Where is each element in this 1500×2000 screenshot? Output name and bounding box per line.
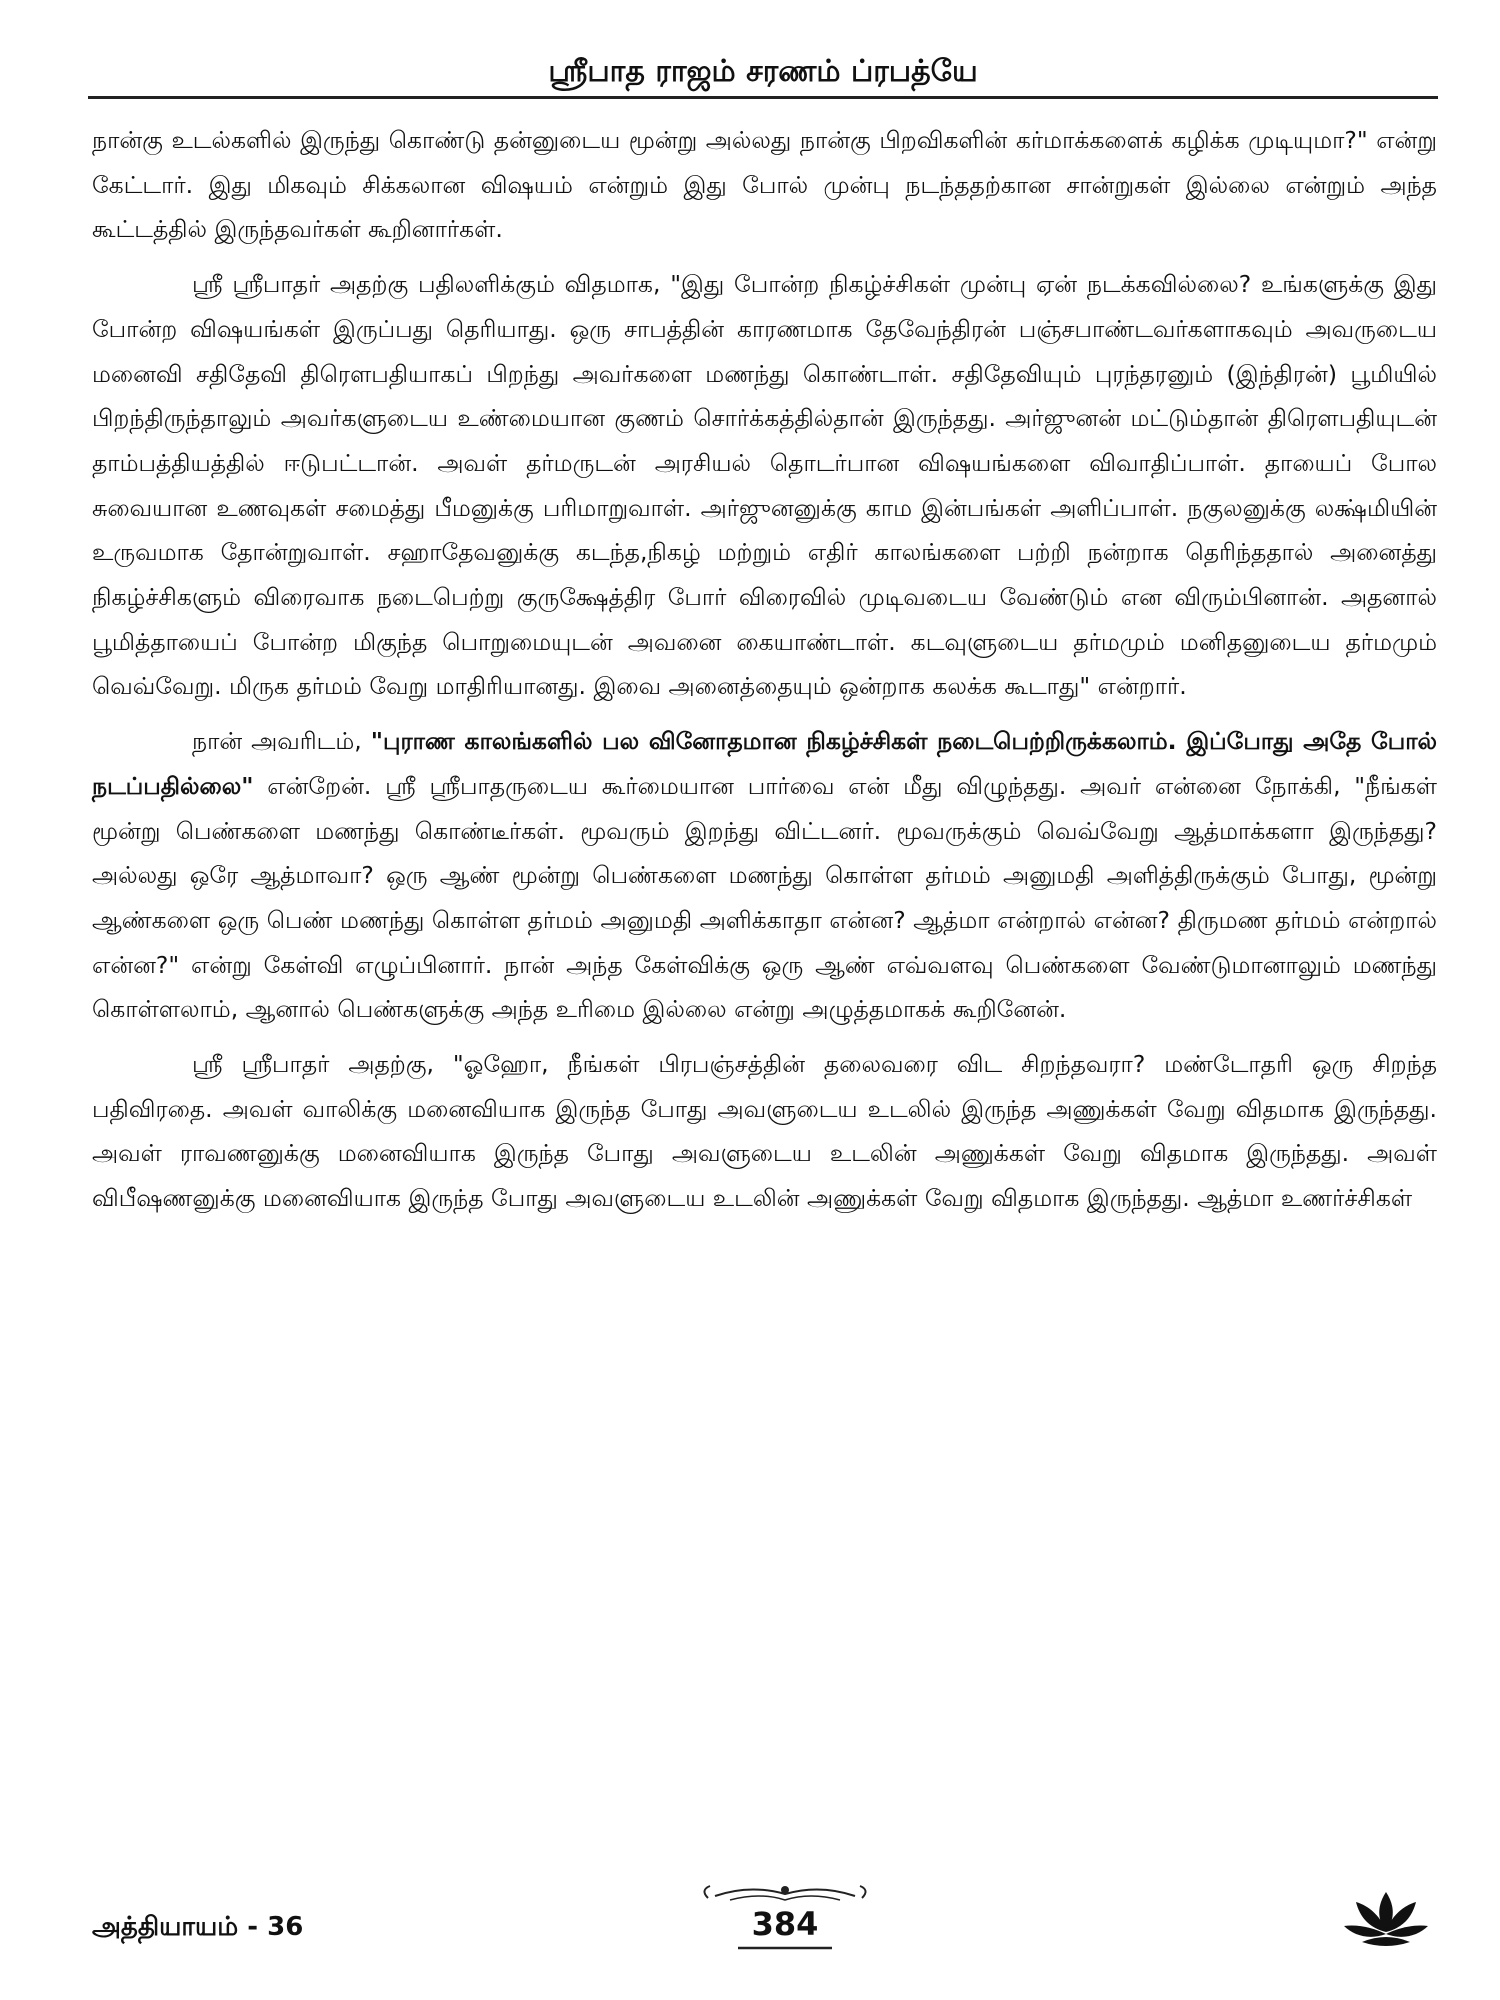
running-header: ஸ்ரீபாத ராஜம் சரணம் ப்ரபத்யே	[548, 54, 978, 89]
page-number: 384	[751, 1905, 819, 1943]
lotus-icon	[1342, 1888, 1430, 1952]
body-text	[92, 118, 1437, 1231]
paragraph-3	[92, 719, 1437, 1032]
header-rule	[88, 96, 1438, 99]
paragraph-3-bold-quote: "புராண காலங்களில் பல வினோதமான நிகழ்ச்சிகள் நடைபெற்றிருக்கலாம். இப்போது அதே போல் நடப்பதில்லை"	[92, 727, 1437, 800]
paragraph-3-lead: நான் அவரிடம்,	[192, 727, 371, 756]
page-number-block	[690, 1878, 880, 1958]
footer-chapter-label: அத்தியாயம் - 36	[92, 1912, 304, 1942]
paragraph-4: ஸ்ரீ ஸ்ரீபாதர் அதற்கு, "ஓஹோ, நீங்கள் பிரபஞ்சத்தின் தலைவரை விட சிறந்தவரா? மண்டோதரி ஒரு சிறந்த பதிவிரதை. அவள் வாலிக்கு மனைவியாக இருந்த போது அவளுடைய உடலில் இருந்த அணுக்கள் வேறு விதமாக இருந்தது. அவள் ராவணனுக்கு மனைவியாக இருந்த போது அவளுடைய உடலின் அணுக்கள் வேறு விதமாக இருந்தது. அவள் விபீஷணனுக்கு மனைவியாக இருந்த போது அவளுடைய உடலின் அணுக்கள் வேறு விதமாக இருந்தது. ஆத்மா உணர்ச்சிகள்	[92, 1050, 1437, 1213]
paragraph-1: நான்கு உடல்களில் இருந்து கொண்டு தன்னுடைய மூன்று அல்லது நான்கு பிறவிகளின் கர்மாக்களைக் கழிக்க முடியுமா?" என்று கேட்டார். இது மிகவும் சிக்கலான விஷயம் என்றும் இது போல் முன்பு நடந்ததற்கான சான்றுகள் இல்லை என்றும் அந்த கூட்டத்தில் இருந்தவர்கள் கூறினார்கள்.	[92, 126, 1437, 244]
paragraph-2: ஸ்ரீ ஸ்ரீபாதர் அதற்கு பதிலளிக்கும் விதமாக, "இது போன்ற நிகழ்ச்சிகள் முன்பு ஏன் நடக்கவில்லை? உங்களுக்கு இது போன்ற விஷயங்கள் இருப்பது தெரியாது. ஒரு சாபத்தின் காரணமாக தேவேந்திரன் பஞ்சபாண்டவர்களாகவும் அவருடைய மனைவி சதிதேவி திரௌபதியாகப் பிறந்து அவர்களை மணந்து கொண்டாள். சதிதேவியும் புரந்தரனும் (இந்திரன்) பூமியில் பிறந்திருந்தாலும் அவர்களுடைய உண்மையான குணம் சொர்க்கத்தில்தான் இருந்தது. அர்ஜுனன் மட்டும்தான் திரௌபதியுடன் தாம்பத்தியத்தில் ஈடுபட்டான். அவள் தர்மருடன் அரசியல் தொடர்பான விஷயங்களை விவாதிப்பாள். தாயைப் போல சுவையான உணவுகள் சமைத்து பீமனுக்கு பரிமாறுவாள். அர்ஜுனனுக்கு காம இன்பங்கள் அளிப்பாள். நகுலனுக்கு லக்ஷ்மியின் உருவமாக தோன்றுவாள். சஹாதேவனுக்கு கடந்த,நிகழ் மற்றும் எதிர் காலங்களை பற்றி நன்றாக தெரிந்ததால் அனைத்து நிகழ்ச்சிகளும் விரைவாக நடைபெற்று குருக்ஷேத்திர போர் விரைவில் முடிவடைய வேண்டும் என விரும்பினான். அதனால் பூமித்தாயைப் போன்ற மிகுந்த பொறுமையுடன் அவனை கையாண்டாள். கடவுளுடைய தர்மமும் மனிதனுடைய தர்மமும் வெவ்வேறு. மிருக தர்மம் வேறு மாதிரியானது. இவை அனைத்தையும் ஒன்றாக கலக்க கூடாது" என்றார்.	[92, 270, 1437, 701]
paragraph-3-rest: என்றேன். ஸ்ரீ ஸ்ரீபாதருடைய கூர்மையான பார்வை என் மீது விழுந்தது. அவர் என்னை நோக்கி, "நீங்கள் மூன்று பெண்களை மணந்து கொண்டீர்கள். மூவரும் இறந்து விட்டனர். மூவருக்கும் வெவ்வேறு ஆத்மாக்களா இருந்தது? அல்லது ஒரே ஆத்மாவா? ஒரு ஆண் மூன்று பெண்களை மணந்து கொள்ள தர்மம் அனுமதி அளித்திருக்கும் போது, மூன்று ஆண்களை ஒரு பெண் மணந்து கொள்ள தர்மம் அனுமதி அளிக்காதா என்ன? ஆத்மா என்றால் என்ன? திருமண தர்மம் என்றால் என்ன?" என்று கேள்வி எழுப்பினார். நான் அந்த கேள்விக்கு ஒரு ஆண் எவ்வளவு பெண்களை வேண்டுமானாலும் மணந்து கொள்ளலாம், ஆனால் பெண்களுக்கு அந்த உரிமை இல்லை என்று அழுத்தமாகக் கூறினேன்.	[92, 771, 1437, 1024]
